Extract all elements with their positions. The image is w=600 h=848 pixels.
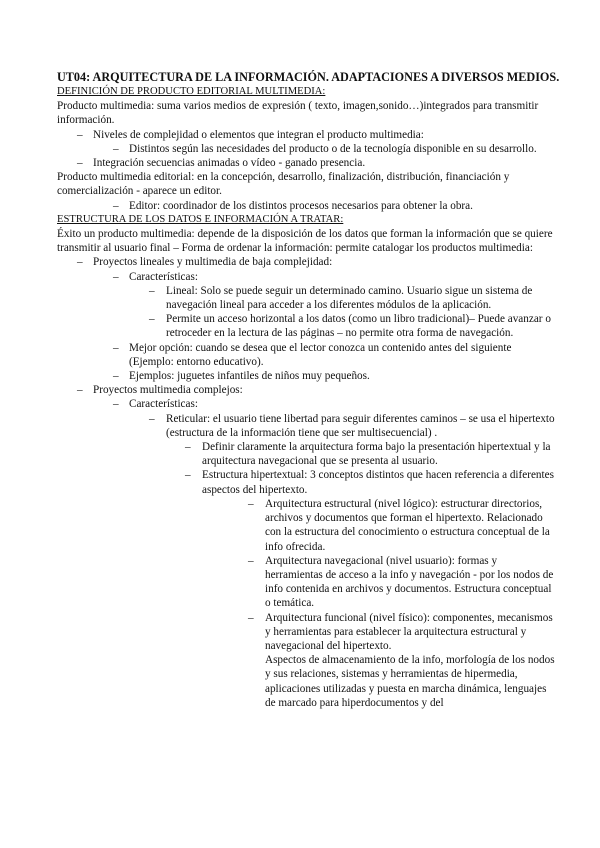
list-item: [57, 468, 557, 496]
list-item: [57, 497, 557, 554]
bullet-dash: –: [248, 611, 254, 624]
bullet-dash: –: [185, 441, 191, 454]
list-niveles: [57, 128, 557, 171]
bullet-dash: –: [149, 412, 155, 425]
list-item: [57, 341, 557, 369]
bullet-dash: –: [248, 497, 254, 510]
list-item-text: Permite un acceso horizontal a los datos (como un libro tradicional)– Puede avanzar o retroceder en la lectura de las páginas – no permite otra forma de navegación.: [166, 313, 551, 340]
document-page: [57, 70, 560, 710]
paragraph-producto-multimedia: Producto multimedia: suma varios medios de expresión ( texto, imagen,sonido…)integrados para transmitir información.: [57, 100, 539, 127]
list-item-text: Definir claramente la arquitectura forma bajo la presentación hipertextual y la arquitectura navegacional que se presenta al usuario.: [202, 441, 551, 468]
list-item-text: Distintos según las necesidades del producto o de la tecnología disponible en su desarrollo.: [129, 142, 537, 155]
bullet-dash: –: [149, 313, 155, 326]
list-item-text: Niveles de complejidad o elementos que integran el producto multimedia:: [93, 128, 424, 141]
bullet-dash: –: [113, 270, 119, 283]
bullet-dash: –: [113, 341, 119, 354]
list-item: [57, 128, 557, 142]
list-item: [57, 255, 557, 269]
bullet-dash: –: [77, 157, 83, 170]
paragraph-exito: Éxito un producto multimedia: depende de la disposición de los datos que forman la información que se quiere transmitir al usuario final – Forma de ordenar la información: permite catalogar los productos multimedia:: [57, 228, 553, 255]
list-item: [57, 611, 557, 710]
list-item: [57, 312, 557, 340]
list-item-text: Editor: coordinador de los distintos procesos necesarios para obtener la obra.: [129, 199, 473, 212]
list-item: [57, 284, 557, 312]
list-item: [57, 397, 557, 411]
document-title: UT04: ARQUITECTURA DE LA INFORMACIÓN. ADAPTACIONES A DIVERSOS MEDIOS.: [57, 70, 560, 84]
list-item: [57, 554, 557, 611]
list-item: [57, 142, 557, 156]
list-item: [57, 440, 557, 468]
paragraph-producto-editorial: Producto multimedia editorial: en la concepción, desarrollo, finalización, distribución, financiación y comercialización - aparece un editor.: [57, 171, 510, 198]
list-item-text: Proyectos multimedia complejos:: [93, 384, 243, 397]
bullet-dash: –: [77, 384, 83, 397]
bullet-dash: –: [113, 142, 119, 155]
list-item-text: Integración secuencias animadas o vídeo - ganado presencia.: [93, 157, 366, 170]
list-item-text: Arquitectura funcional (nivel físico): componentes, mecanismos y herramientas para establecer la arquitectura estructural y navegacional del hipertexto.: [265, 611, 553, 652]
list-item: [57, 270, 557, 284]
list-item-continuation: Aspectos de almacenamiento de la info, morfología de los nodos y sus relaciones, sistemas y herramientas de hipermedia, aplicaciones utilizadas y puesta en marcha dinámica, lenguajes de marcado para hiperdocumentos y del: [265, 654, 555, 709]
list-item-text: Lineal: Solo se puede seguir un determinado camino. Usuario sigue un sistema de navegación lineal para acceder a los diferentes módulos de la aplicación.: [166, 284, 533, 312]
list-item-text: Estructura hipertextual: 3 conceptos distintos que hacen referencia a diferentes aspectos del hipertexto.: [202, 469, 554, 496]
bullet-dash: –: [185, 469, 191, 482]
bullet-dash: –: [77, 256, 83, 269]
section-heading-estructura: ESTRUCTURA DE LOS DATOS E INFORMACIÓN A TRATAR:: [57, 213, 344, 225]
list-item-text: Ejemplos: juguetes infantiles de niños muy pequeños.: [129, 370, 370, 383]
list-item-text: Arquitectura estructural (nivel lógico): estructurar directorios, archivos y documentos que forman el hipertexto. Relacionado con la estructura del conocimiento o estructura conceptual de la info ofrecida.: [265, 497, 550, 553]
bullet-dash: –: [77, 128, 83, 141]
list-item-text: Proyectos lineales y multimedia de baja complejidad:: [93, 256, 333, 269]
list-item-text: Características:: [129, 398, 198, 411]
bullet-dash: –: [113, 370, 119, 383]
list-item-text: Arquitectura navegacional (nivel usuario): formas y herramientas de acceso a la info y navegación - por los nodos de info contenida en archivos y documentos. Estructura conceptual o temática.: [265, 554, 554, 610]
bullet-dash: –: [113, 398, 119, 411]
list-item: [57, 383, 557, 397]
bullet-dash: –: [113, 199, 119, 212]
list-editor: [57, 199, 557, 213]
bullet-dash: –: [149, 284, 155, 297]
section-heading-definition: DEFINICIÓN DE PRODUCTO EDITORIAL MULTIMEDIA:: [57, 86, 326, 97]
list-item: [57, 412, 557, 440]
list-item-text: Reticular: el usuario tiene libertad para seguir diferentes caminos – se usa el hipertexto (estructura de la información tiene que ser multisecuencial) .: [166, 412, 555, 439]
list-item-text: Mejor opción: cuando se desea que el lector conozca un contenido antes del siguiente (Ejemplo: entorno educativo).: [129, 341, 512, 368]
list-item: [57, 156, 557, 170]
list-item: [57, 369, 557, 383]
list-item: [57, 199, 557, 213]
list-item-text: Características:: [129, 270, 198, 283]
bullet-dash: –: [248, 554, 254, 567]
list-proyectos: [57, 255, 557, 710]
